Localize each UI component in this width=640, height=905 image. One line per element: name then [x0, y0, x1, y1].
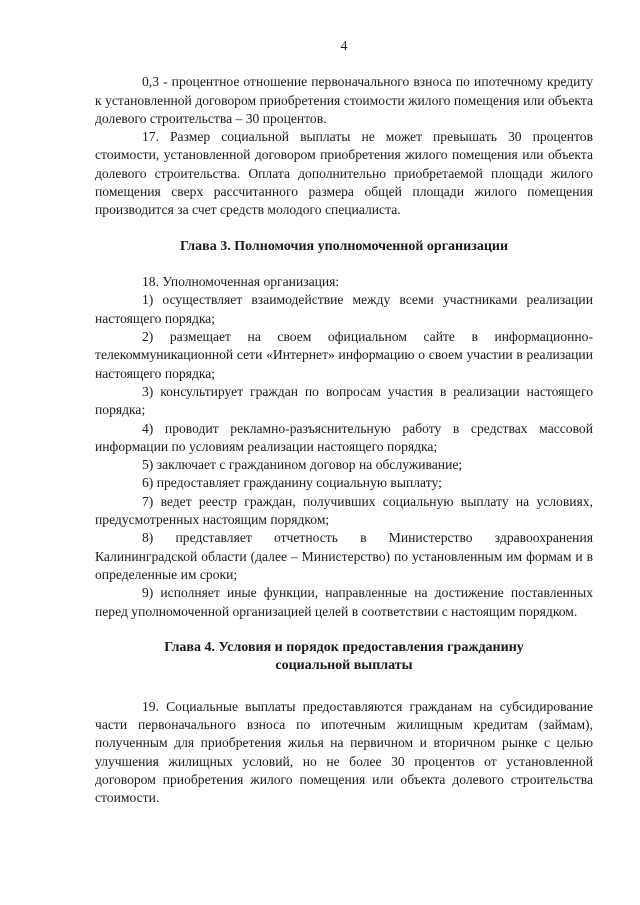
list-item-9: 9) исполняет иные функции, направленные на достижение поставленных перед уполномоченной организацией целей в соответствии с настоящим порядком.	[95, 585, 593, 619]
chapter-3-title: Глава 3. Полномочия уполномоченной организации	[179, 238, 509, 254]
chapter-4-title-line-1: Глава 4. Условия и порядок предоставления гражданину	[164, 639, 524, 655]
paragraph-18: 18. Уполномоченная организация:	[142, 274, 340, 290]
paragraph-19: 19. Социальные выплаты предоставляются гражданам на субсидирование части первоначального взноса по ипотечным жилищным кредитам (займам), полученным для приобретения жилья на первичном и вторичном рынке с целью улучшения жилищных условий, но не более 30 процентов от установленной договором приобретения жилого помещения или объекта долевого строительства стоимости.	[95, 698, 593, 806]
list-item-3: 3) консультирует граждан по вопросам участия в реализации настоящего порядка;	[95, 383, 593, 418]
list-item-5: 5) заключает с гражданином договор на обслуживание;	[142, 457, 463, 473]
list-item-2: 2) размещает на своем официальном сайте в информационно-телекоммуникационной сети «Интернет» информацию о своем участии в реализации настоящего порядка;	[95, 329, 593, 381]
list-item-1: 1) осуществляет взаимодействие между всеми участниками реализации настоящего порядка;	[95, 292, 593, 326]
paragraph-17: 17. Размер социальной выплаты не может превышать 30 процентов стоимости, установленной договором приобретения жилого помещения или объекта долевого строительства. Оплата дополнительно приобретаемой площади жилого помещения сверх рассчитанного размера общей площади жилого помещения производится за счет средств молодого специалиста.	[95, 129, 593, 218]
list-item-4: 4) проводит рекламно-разъяснительную работу в средствах массовой информации по условиям реализации настоящего порядка;	[95, 420, 593, 454]
page-number: 4	[340, 39, 348, 54]
paragraph-ratio: 0,3 - процентное отношение первоначального взноса по ипотечному кредиту к установленной договором приобретения стоимости жилого помещения или объекта долевого строительства – 30 процентов.	[95, 74, 593, 126]
list-item-6: 6) предоставляет гражданину социальную выплату;	[142, 475, 442, 491]
list-item-8: 8) представляет отчетность в Министерство здравоохранения Калининградской области (далее – Министерство) по установленным им формам и в определенные им сроки;	[95, 530, 593, 582]
list-item-7: 7) ведет реестр граждан, получивших социальную выплату на условиях, предусмотренных настоящим порядком;	[95, 493, 593, 528]
document-page	[95, 38, 593, 808]
chapter-4-title-line-2: социальной выплаты	[275, 658, 413, 674]
